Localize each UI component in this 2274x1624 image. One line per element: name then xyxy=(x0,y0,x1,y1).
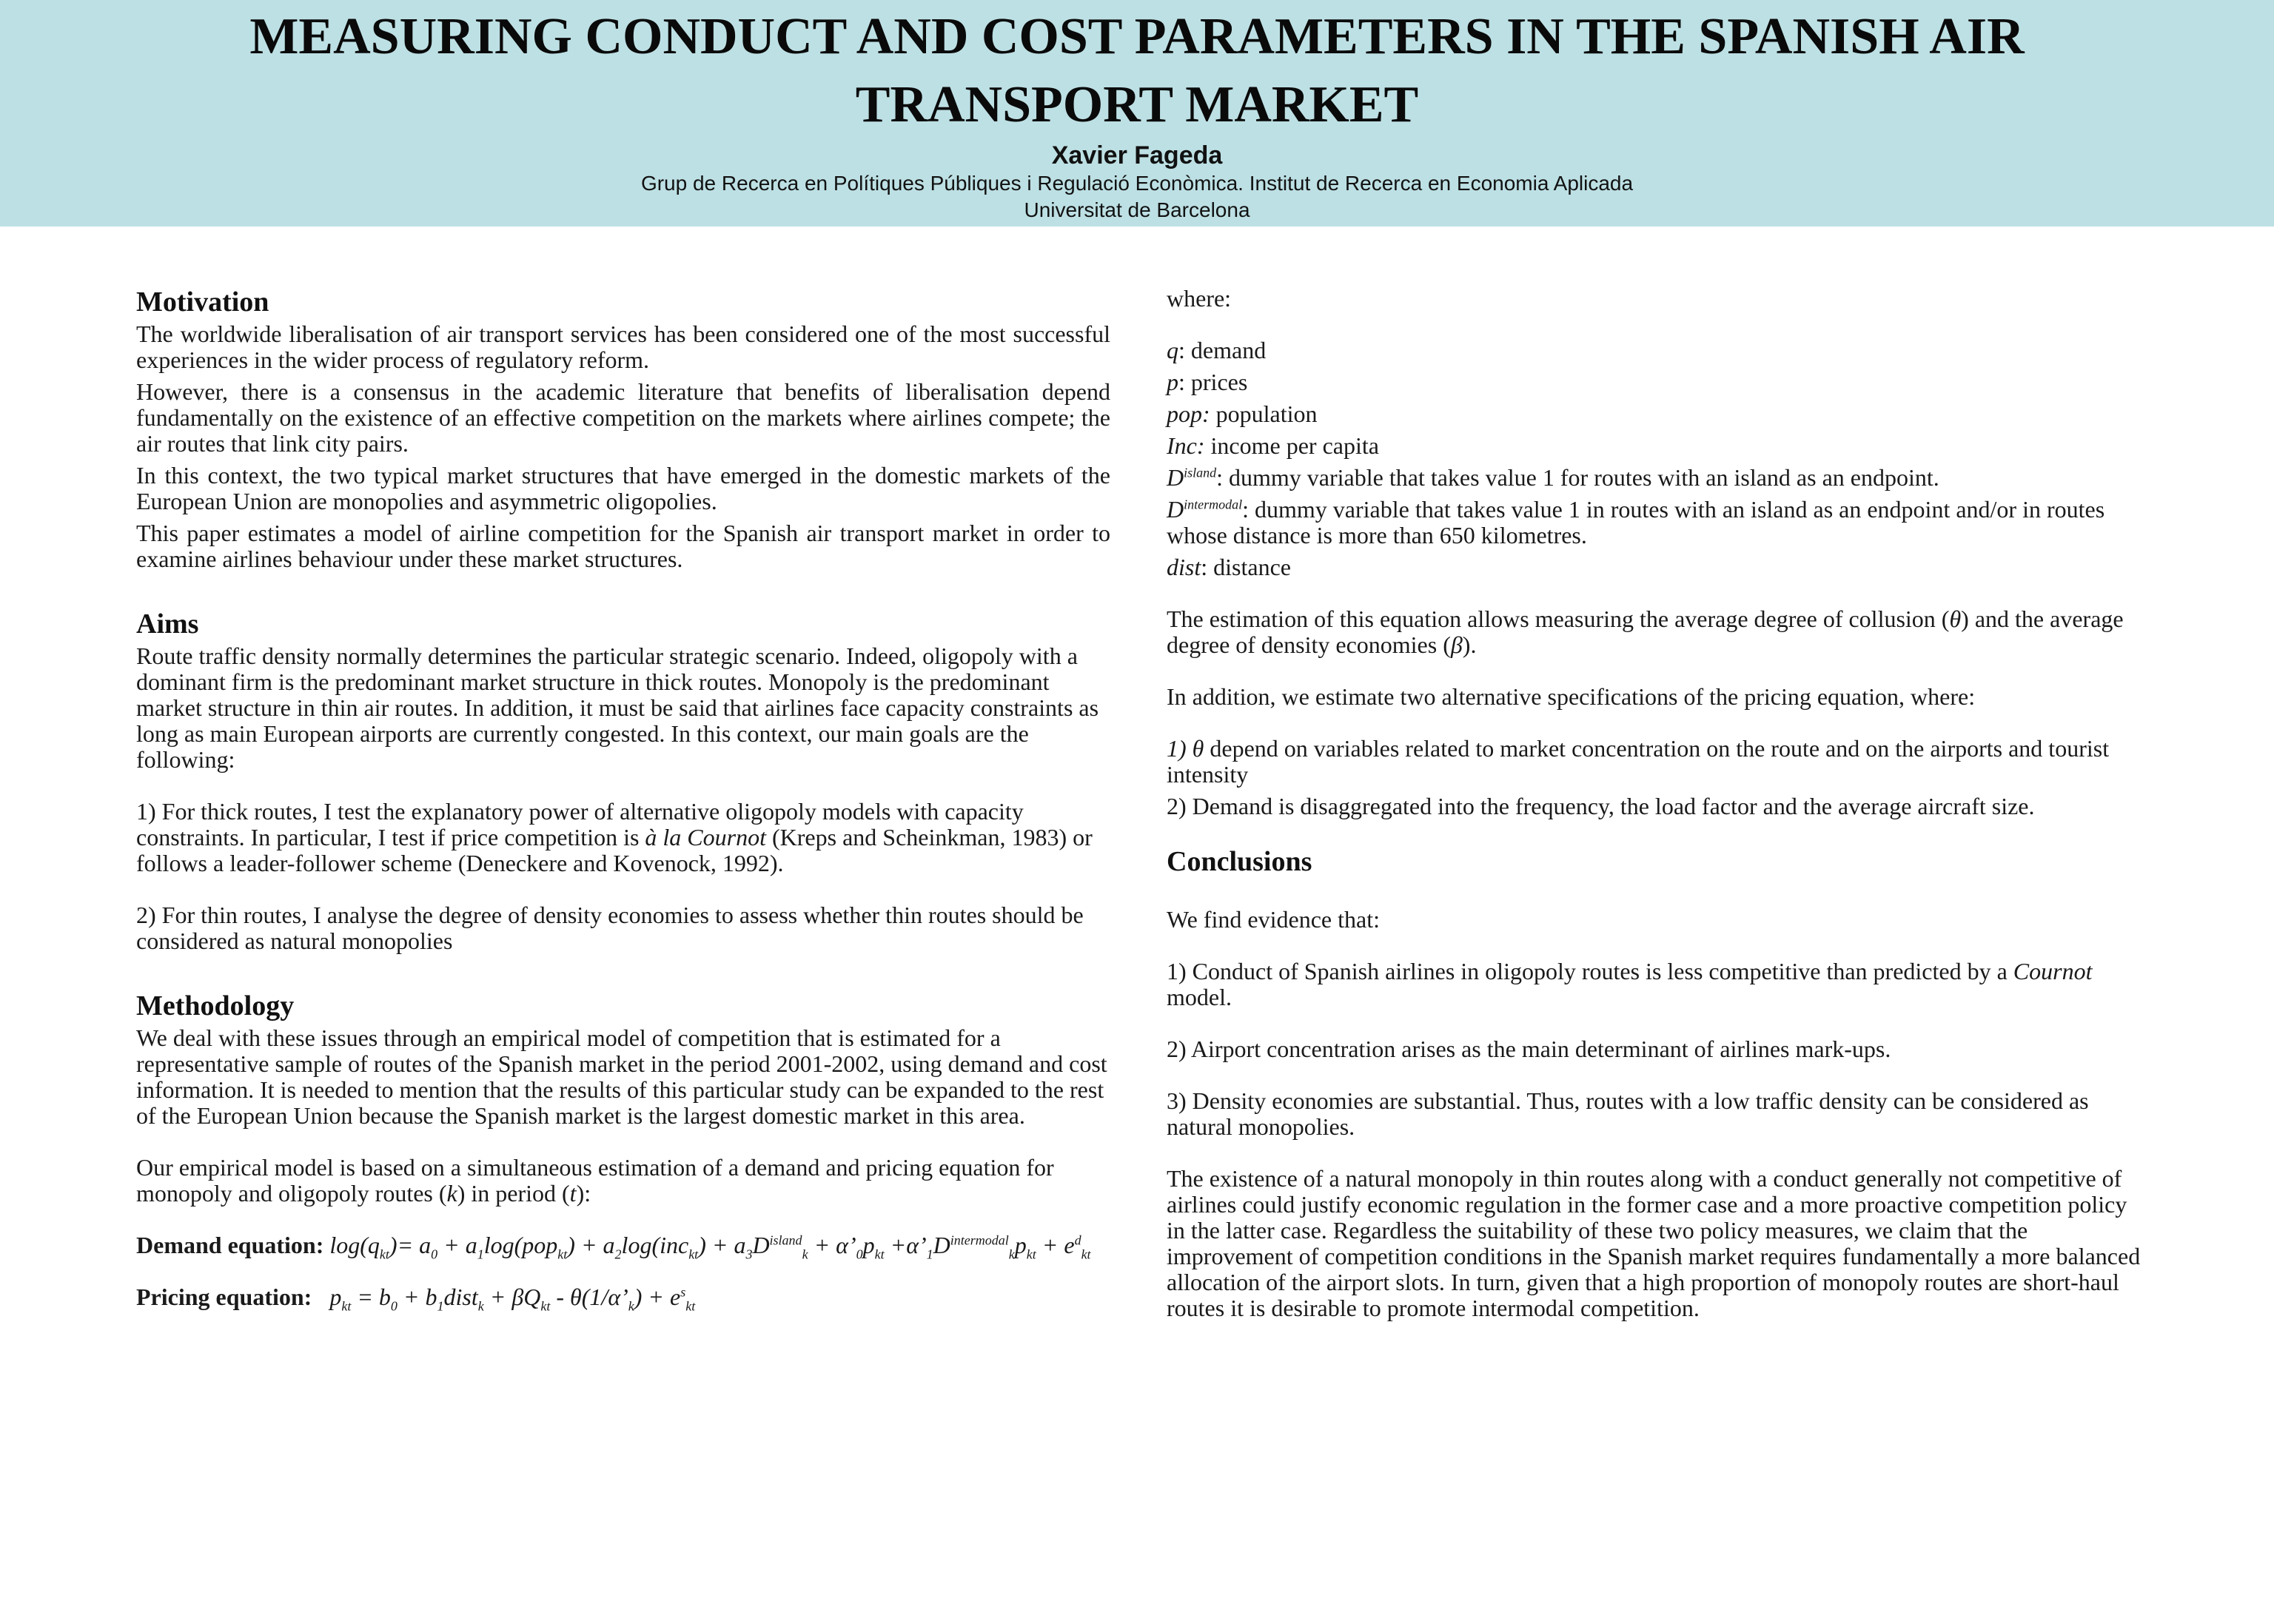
estimation-theta-symbol: θ xyxy=(1949,605,1962,632)
where-intro: where: xyxy=(1167,285,1232,312)
var-inc xyxy=(1167,433,2144,459)
var-d-island-symbol: D xyxy=(1167,464,1184,491)
var-p-symbol: p xyxy=(1167,369,1178,395)
var-d-island-sup: island xyxy=(1184,465,1217,480)
methodology-p2-t: t xyxy=(569,1180,577,1207)
estimation-paragraph-1 xyxy=(1167,606,2144,658)
affiliation-line-2: Universitat de Barcelona xyxy=(1024,198,1250,221)
conclusion-1-italic: Cournot xyxy=(2013,958,2093,984)
conclusion-2: 2) Airport concentration arises as the main determinant of airlines mark-ups. xyxy=(1167,1036,1891,1062)
conclusion-1-text-a: 1) Conduct of Spanish airlines in oligopoly routes is less competitive than predicted by a xyxy=(1167,958,2013,984)
pricing-equation-formula: $p_{kt} = b_0$ + $b_1dist_k + \beta Q_{kt}$ - $\theta(1/\alpha’_k) + e^s_{kt}$ xyxy=(329,1284,696,1314)
estimation-beta-symbol: β xyxy=(1450,631,1463,658)
var-dist xyxy=(1167,554,2144,580)
var-dist-desc: : distance xyxy=(1201,554,1291,580)
estimation-p1-text-b: ) and the average degree of density economies ( xyxy=(1167,605,2124,658)
motivation-heading: Motivation xyxy=(136,286,269,318)
var-d-intermodal-symbol: D xyxy=(1167,496,1184,523)
var-inc-desc: income per capita xyxy=(1204,432,1379,459)
estimation-paragraph-2: In addition, we estimate two alternative specifications of the pricing equation, where: xyxy=(1167,683,1976,710)
conclusion-3: 3) Density economies are substantial. Thus, routes with a low traffic density can be considered as natural monopolies. xyxy=(1167,1087,2089,1140)
var-d-island-desc: : dummy variable that takes value 1 for routes with an island as an endpoint. xyxy=(1216,464,1939,491)
var-q-desc: : demand xyxy=(1178,337,1267,363)
motivation-paragraph-2: However, there is a consensus in the academic literature that benefits of liberalisation depend fundamentally on the existence of an effective competition on the markets where airlines compete; the air routes that link city pairs. xyxy=(136,378,1110,457)
var-q-symbol: q xyxy=(1167,337,1178,363)
var-pop xyxy=(1167,401,2144,427)
var-p-desc: : prices xyxy=(1178,369,1248,395)
conclusion-1-text-b: model. xyxy=(1167,984,1232,1010)
aims-goal-1 xyxy=(136,799,1110,876)
var-pop-desc: population xyxy=(1210,400,1318,427)
pricing-equation-label: Pricing equation: xyxy=(136,1284,312,1310)
aims-goal-1-italic: à la Cournot xyxy=(645,824,766,850)
methodology-p2-k: k xyxy=(446,1180,457,1207)
conclusion-final: The existence of a natural monopoly in thin routes along with a conduct generally not competitive of airlines could justify economic regulation in the former case and a more proactive competition policy in the latter case. Regardless the suitability of these two policy measures, we claim that the improvement of competition conditions in the Spanish market requires fundamentally a more balanced allocation of the airport slots. In turn, given that a high proportion of monopoly routes are short-haul routes it is desirable to promote intermodal competition. xyxy=(1167,1165,2141,1321)
affiliation-line-1: Grup de Recerca en Polítiques Públiques i Regulació Econòmica. Institut de Recerca en Economia Aplicada xyxy=(640,172,1634,195)
aims-goal-1-text-a: 1) For thick routes, I test the explanatory power of alternative oligopoly models with capacity constraints. In particular, I test if price competition is xyxy=(136,798,1024,850)
aims-paragraph: Route traffic density normally determines the particular strategic scenario. Indeed, oligopoly with a dominant firm is the predominant market structure in thick routes. Monopoly is the predominant market structure in thin air routes. In addition, it must be said that airlines face capacity constraints as long as main European airports are currently congested. In this context, our main goals are the following: xyxy=(136,642,1099,773)
methodology-paragraph-1: We deal with these issues through an empirical model of competition that is estimated for a representative sample of routes of the Spanish market in the period 2001-2002, using demand and cost information. It is needed to mention that the results of this particular study can be expanded to the rest of the European Union because the Spanish market is the largest domestic market in this area. xyxy=(136,1024,1107,1129)
demand-equation-label: Demand equation: xyxy=(136,1232,324,1258)
motivation-paragraph-4: This paper estimates a model of airline competition for the Spanish air transport market in order to examine airlines behaviour under these market structures. xyxy=(136,520,1110,572)
methodology-p2-text-b: ) in period ( xyxy=(457,1180,570,1207)
methodology-p2-text-a: Our empirical model is based on a simultaneous estimation of a demand and pricing equation for monopoly and oligopoly routes ( xyxy=(136,1154,1054,1207)
poster-title xyxy=(0,0,2274,139)
conclusions-heading: Conclusions xyxy=(1167,846,1312,877)
author-name: Xavier Fageda xyxy=(1051,141,1223,170)
var-dist-symbol: dist xyxy=(1167,554,1201,580)
specification-1-text: depend on variables related to market concentration on the route and on the airports and tourist intensity xyxy=(1167,735,2110,788)
specification-1-number: 1) xyxy=(1167,735,1193,762)
left-column xyxy=(136,286,1110,1314)
var-pop-symbol: pop: xyxy=(1167,400,1210,427)
pricing-equation xyxy=(136,1284,1110,1314)
var-inc-symbol: Inc: xyxy=(1167,432,1205,459)
demand-equation xyxy=(136,1232,1110,1262)
conclusion-1 xyxy=(1167,959,2144,1010)
var-q xyxy=(1167,338,2144,363)
var-d-intermodal xyxy=(1167,497,2144,548)
motivation-paragraph-3: In this context, the two typical market structures that have emerged in the domestic markets of the European Union are monopolies and asymmetric oligopolies. xyxy=(136,462,1110,514)
right-column xyxy=(1167,286,2144,1321)
var-p xyxy=(1167,369,2144,395)
var-d-intermodal-sup: intermodal xyxy=(1184,497,1243,512)
specification-1 xyxy=(1167,736,2144,788)
demand-equation-formula: $\log(q_{kt})= a_0 + a_1\log(pop_{kt}) + a_2\log(inc_{kt}) + a_3D^{island}_k$ + $\alpha’_0p_{kt}$ $+\alpha’_1D^{intermodal}_kp_{kt} + e^d_{kt}$ xyxy=(329,1232,1091,1262)
poster-header xyxy=(0,0,2274,227)
title-line-1: MEASURING CONDUCT AND COST PARAMETERS IN THE SPANISH AIR xyxy=(249,8,2025,65)
motivation-paragraph-1: The worldwide liberalisation of air transport services has been considered one of the most successful experiences in the wider process of regulatory reform. xyxy=(136,321,1110,373)
var-d-island xyxy=(1167,465,2144,491)
methodology-p2-text-c: ): xyxy=(576,1180,591,1207)
estimation-p1-text-a: The estimation of this equation allows measuring the average degree of collusion ( xyxy=(1167,605,1950,632)
aims-heading: Aims xyxy=(136,608,199,640)
conclusions-intro: We find evidence that: xyxy=(1167,906,1380,933)
aims-goal-1-text-b: (Kreps and Scheinkman, 1983) or follows a leader-follower scheme (Deneckere and Kovenock, 1992). xyxy=(136,824,1093,876)
methodology-paragraph-2 xyxy=(136,1155,1110,1207)
methodology-heading: Methodology xyxy=(136,990,295,1021)
aims-goal-2: 2) For thin routes, I analyse the degree of density economies to assess whether thin routes should be considered as natural monopolies xyxy=(136,902,1084,954)
specification-2: 2) Demand is disaggregated into the frequency, the load factor and the average aircraft size. xyxy=(1167,793,2035,819)
var-d-intermodal-desc: : dummy variable that takes value 1 in routes with an island as an endpoint and/or in routes whose distance is more than 650 kilometres. xyxy=(1167,496,2105,548)
title-line-2: TRANSPORT MARKET xyxy=(855,76,1419,133)
specification-1-theta: θ xyxy=(1192,735,1204,762)
estimation-p1-text-c: ). xyxy=(1462,631,1477,658)
